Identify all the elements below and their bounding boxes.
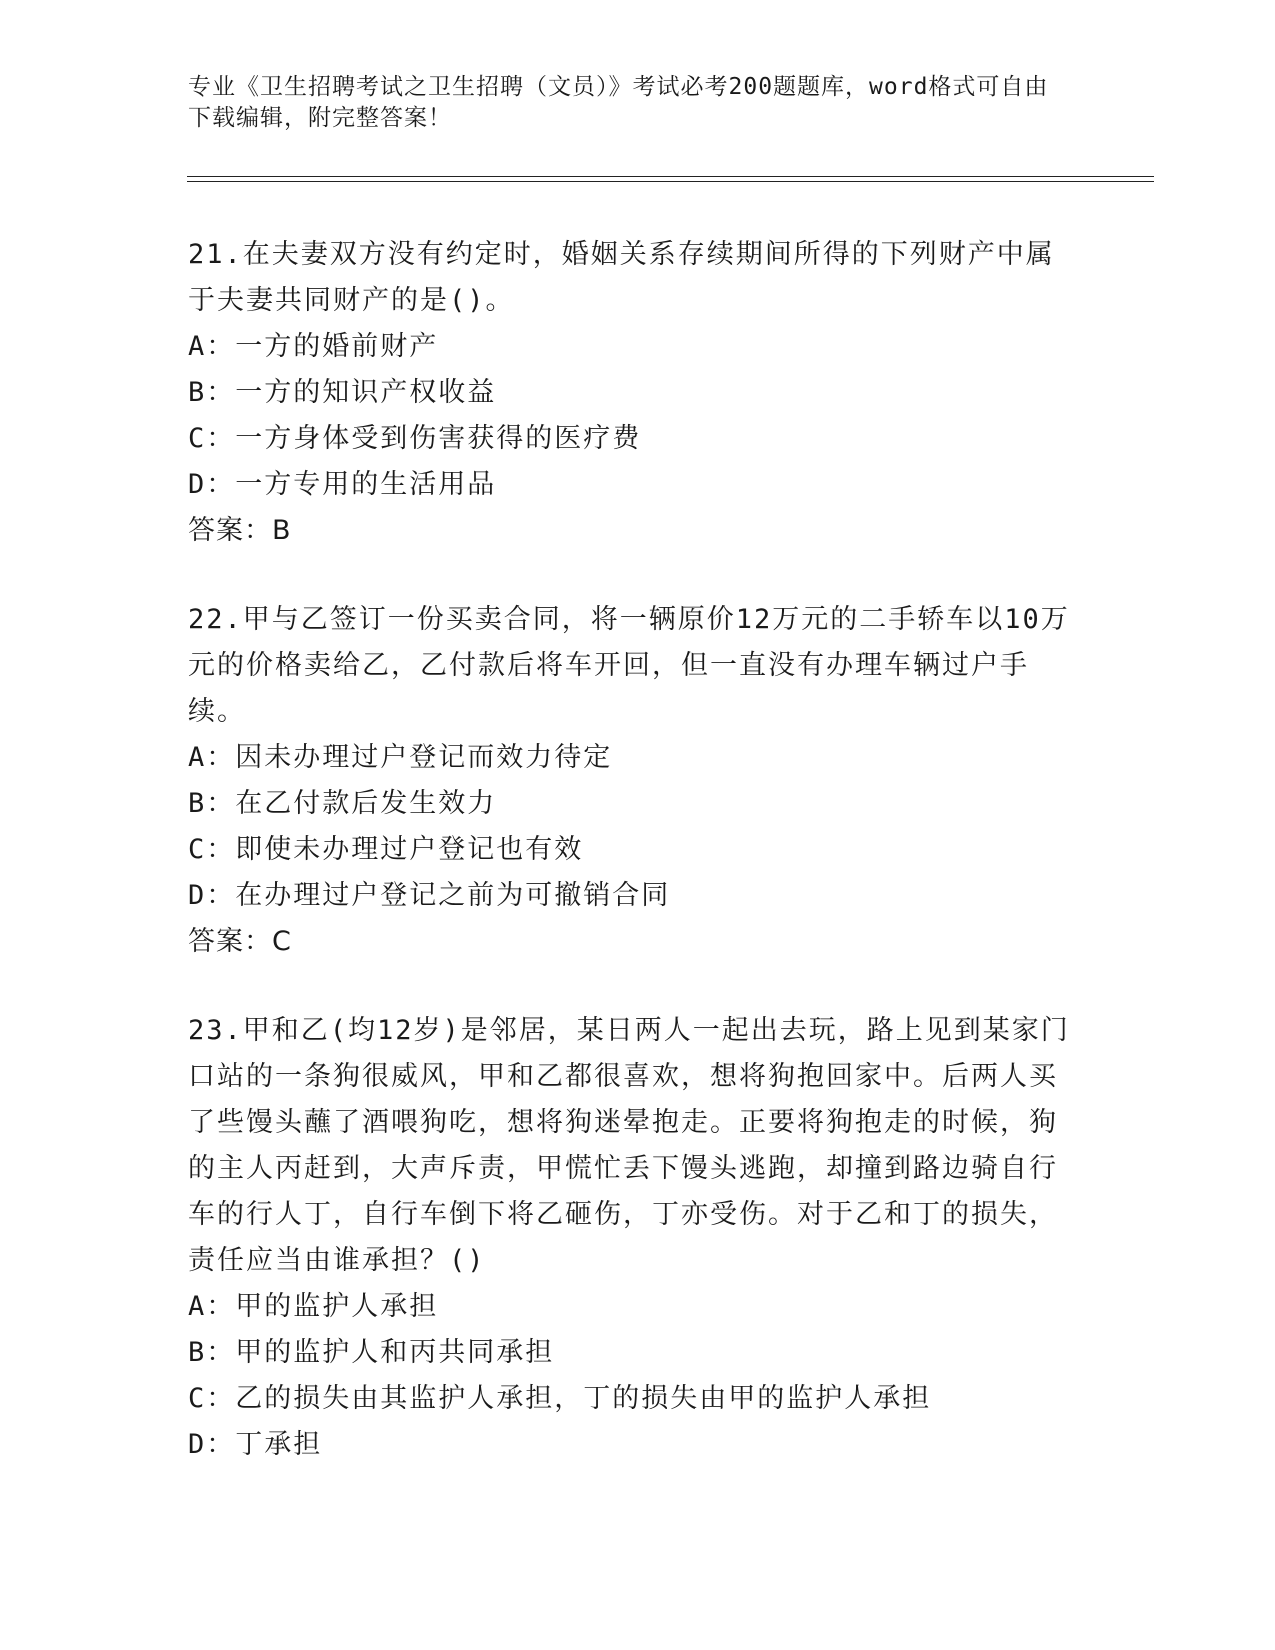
option-a: A：因未办理过户登记而效力待定 xyxy=(188,742,613,773)
question-stem: 23.甲和乙(均12岁)是邻居，某日两人一起出去玩，路上见到某家门口站的一条狗很威风，甲和乙都很喜欢，想将狗抱回家中。后两人买了些馒头蘸了酒喂狗吃，想将狗迷晕抱走。正要将狗抱走的时候，狗的主人丙赶到，大声斥责，甲慌忙丢下馒头逃跑，却撞到路边骑自行车的行人丁，自行车倒下将乙砸伤，丁亦受伤。对于乙和丁的损失，责任应当由谁承担？() xyxy=(188,1015,1070,1276)
option-c: C：乙的损失由其监护人承担，丁的损失由甲的监护人承担 xyxy=(188,1383,932,1414)
option-b: B：在乙付款后发生效力 xyxy=(188,788,497,819)
header-divider-bottom xyxy=(187,181,1154,182)
question-stem: 21.在夫妻双方没有约定时，婚姻关系存续期间所得的下列财产中属于夫妻共同财产的是()。 xyxy=(188,239,1055,316)
question-23 xyxy=(188,1008,1078,1468)
document-header: 专业《卫生招聘考试之卫生招聘（文员）》考试必考200题题库，word格式可自由下载编辑，附完整答案！ xyxy=(188,74,1049,131)
option-c: C：一方身体受到伤害获得的医疗费 xyxy=(188,423,642,454)
question-21 xyxy=(188,232,1078,554)
answer: 答案：C xyxy=(188,926,292,957)
option-c: C：即使未办理过户登记也有效 xyxy=(188,834,584,865)
question-22 xyxy=(188,597,1078,965)
question-stem: 22.甲与乙签订一份买卖合同，将一辆原价12万元的二手轿车以10万元的价格卖给乙，乙付款后将车开回，但一直没有办理车辆过户手续。 xyxy=(188,604,1070,727)
answer: 答案：B xyxy=(188,515,292,546)
option-d: D：一方专用的生活用品 xyxy=(188,469,497,500)
option-b: B：一方的知识产权收益 xyxy=(188,377,497,408)
option-d: D：在办理过户登记之前为可撤销合同 xyxy=(188,880,671,911)
option-a: A：一方的婚前财产 xyxy=(188,331,439,362)
option-d: D：丁承担 xyxy=(188,1429,323,1460)
option-b: B：甲的监护人和丙共同承担 xyxy=(188,1337,555,1368)
option-a: A：甲的监护人承担 xyxy=(188,1291,439,1322)
header-divider-top xyxy=(187,176,1154,177)
